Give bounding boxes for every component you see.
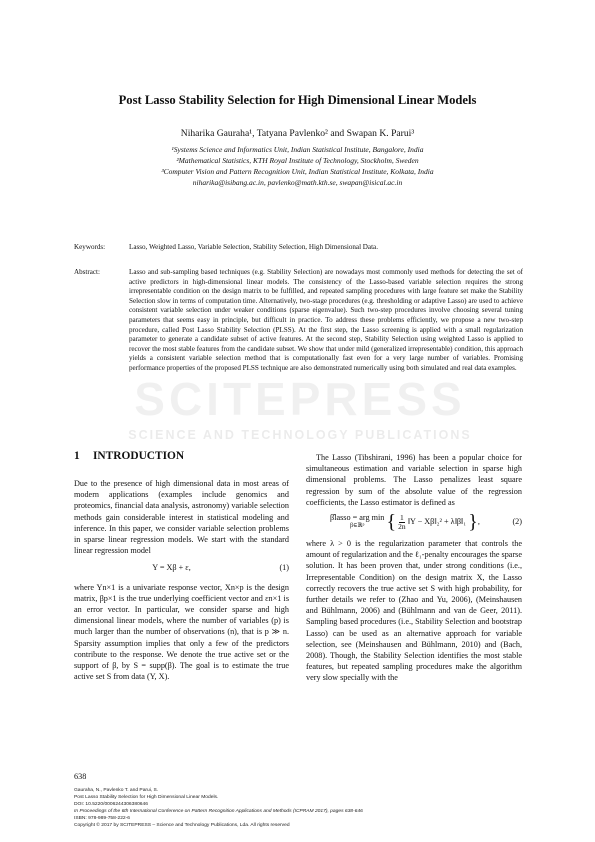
watermark-tagline: SCIENCE AND TECHNOLOGY PUBLICATIONS	[128, 428, 472, 442]
fraction-denominator: 2n	[398, 521, 406, 531]
equation-2-rhs: ‖Y − Xβ‖₂² + λ‖β‖₁	[407, 516, 467, 526]
lasso-paragraph-2: where λ > 0 is the regularization parameter that controls the amount of regularization and the ℓ₁-penalty encourages the sparse solution. It has been proven that, under strong conditions (i.e., Irrepresentable Condition) on the design matrix X, the Lasso correctly recovers the true active set S with high probability, for further details we refer to (Zhao and Yu, 2006), (Meinshausen and Bühlmann, 2006) and (Bühlmann and van de Geer, 2011). Sampling based procedures (i.e., Stability Selection and bootstrap Lasso) can be used as an alternative approach for variable selection, see (Meinshausen and Bühlmann, 2010) and (Bach, 2008). Though, the Stability Selection identifies the most stable features, but repeated sampling procedures make the algorithm very slow specially with the	[306, 539, 522, 683]
paper-title: Post Lasso Stability Selection for High Dimensional Linear Models	[118, 93, 477, 107]
section-number: 1	[74, 450, 80, 462]
equation-2-lhs: β̂lasso = arg min	[330, 513, 385, 523]
section-heading	[74, 450, 184, 462]
author-list: Niharika Gauraha¹, Tatyana Pavlenko² and Swapan K. Parui³	[180, 128, 415, 139]
lasso-paragraph: The Lasso (Tibshirani, 1996) has been a popular choice for simultaneous estimation and variable selection in sparse high dimensional problems. The Lasso penalizes least square regression by sum of the absolute value of the regression coefficients, the Lasso estimator is defined as	[306, 453, 522, 507]
author-emails: niharika@isibang.ac.in, pavlenko@math.kth.se, swapan@isical.ac.in	[192, 178, 403, 187]
equation-1-body: Y = Xβ + ε,	[152, 563, 191, 573]
citation-doi: DOI: 10.5220/0006244306380646	[74, 802, 148, 807]
left-column	[74, 478, 289, 682]
affiliation-3: ³Computer Vision and Pattern Recognition Unit, Indian Statistical Institute, Kolkata, India	[161, 167, 434, 176]
abstract-text: Lasso and sub-sampling based techniques (e.g. Stability Selection) are nowadays most commonly used methods for detecting the set of active predictors in high-dimensional linear models. The consistency of the Lasso-based variable selection requires the strong irrepresentable condition on the design matrix to be fulfilled, and repeated sampling procedures with large feature set make the Stability Selection slow in terms of computation time. Alternatively, two-stage procedures (e.g. thresholding or adaptive Lasso) are used to achieve consistent variable selection under weaker conditions (sparse eigenvalue). Such two-step procedures involve choosing several tuning parameters that seems easy in principle, but difficult in practice. To address these problems efficiently, we propose a new two-step procedure, called Post Lasso Stability Selection (PLSS). At the first step, the Lasso screening is applied with a small regularization parameter to generate a candidate subset of active features. At the second step, Stability Selection using weighted Lasso is applied to recover the most stable features from the candidate subset. We show that under mild (generalized irrepresentable) condition, this approach yields a consistent variable selection method that is computationally fast even for a very large number of variables. Promising performance properties of the proposed PLSS technique are also demonstrated numerically using both simulated and real data examples.	[129, 268, 523, 372]
affiliation-2: ²Mathematical Statistics, KTH Royal Institute of Technology, Stockholm, Sweden	[176, 156, 419, 165]
equation-1	[74, 562, 289, 573]
citation-isbn: ISBN: 978-989-758-222-6	[74, 816, 131, 821]
equation-2-argmin	[330, 513, 384, 531]
keywords-text: Lasso, Weighted Lasso, Variable Selection, Stability Selection, High Dimensional Data.	[129, 243, 378, 251]
watermark-logo-text: SCITEPRESS	[134, 375, 466, 425]
citation-line-1: Gauraha, N., Pavlenko T. and Parui, S.	[74, 788, 159, 793]
fraction-numerator: 1	[399, 512, 404, 522]
equation-1-tag: (1)	[279, 563, 289, 573]
affiliation-1: ¹Systems Science and Informatics Unit, Indian Statistical Institute, Bangalore, India	[171, 145, 424, 154]
right-brace: }	[468, 511, 478, 534]
page-number: 638	[74, 772, 87, 781]
equation-2-subscript: β∈ℝᵖ	[350, 523, 365, 530]
citation-proceedings: In Proceedings of the 6th International Conference on Pattern Recognition Applications and Methods (ICPRAM 2017), pages 638-646	[74, 809, 363, 814]
abstract-label: Abstract:	[74, 268, 101, 276]
equation-2-fraction	[398, 514, 406, 531]
intro-paragraph-1: Due to the presence of high dimensional data in most areas of modern applications (examples include genomics and proteomics, financial data analysis, astronomy) variable selection methods gain considerable interest in statistical modeling and inference. In this paper, we consider variable selection problems in sparse linear regression models. We start with the standard linear regression model	[74, 479, 289, 556]
intro-paragraph-2: where Yn×1 is a univariate response vector, Xn×p is the design matrix, βp×1 is the true underlying coefficient vector and εn×1 is an error vector. In particular, we consider sparse and high dimensional linear models, where the number of variables (p) is much larger than the number of observations (n), that is p ≫ n. Sparsity assumption implies that only a few of the predictors contribute to the response. We denote the true active set or the support of β, by S = supp(β). The goal is to estimate the true active set S from data (Y, X).	[74, 582, 289, 682]
right-column	[306, 452, 522, 684]
publisher-watermark	[90, 375, 510, 445]
keywords-label: Keywords:	[74, 243, 106, 251]
equation-2-tag: (2)	[512, 517, 522, 527]
copyright-line: Copyright © 2017 by SCITEPRESS – Science and Technology Publications, Lda. All rights reserved	[74, 823, 290, 828]
equation-2: β̂lasso = arg min β∈ℝᵖ { $\frac{1}{2n}$ ‖Y − Xβ‖₂² + λ‖β‖₁ }, (2)	[330, 511, 522, 534]
left-brace: {	[386, 511, 397, 534]
citation-line-2: Post Lasso Stability Selection for High Dimensional Linear Models.	[74, 795, 219, 800]
section-title: INTRODUCTION	[93, 450, 185, 462]
